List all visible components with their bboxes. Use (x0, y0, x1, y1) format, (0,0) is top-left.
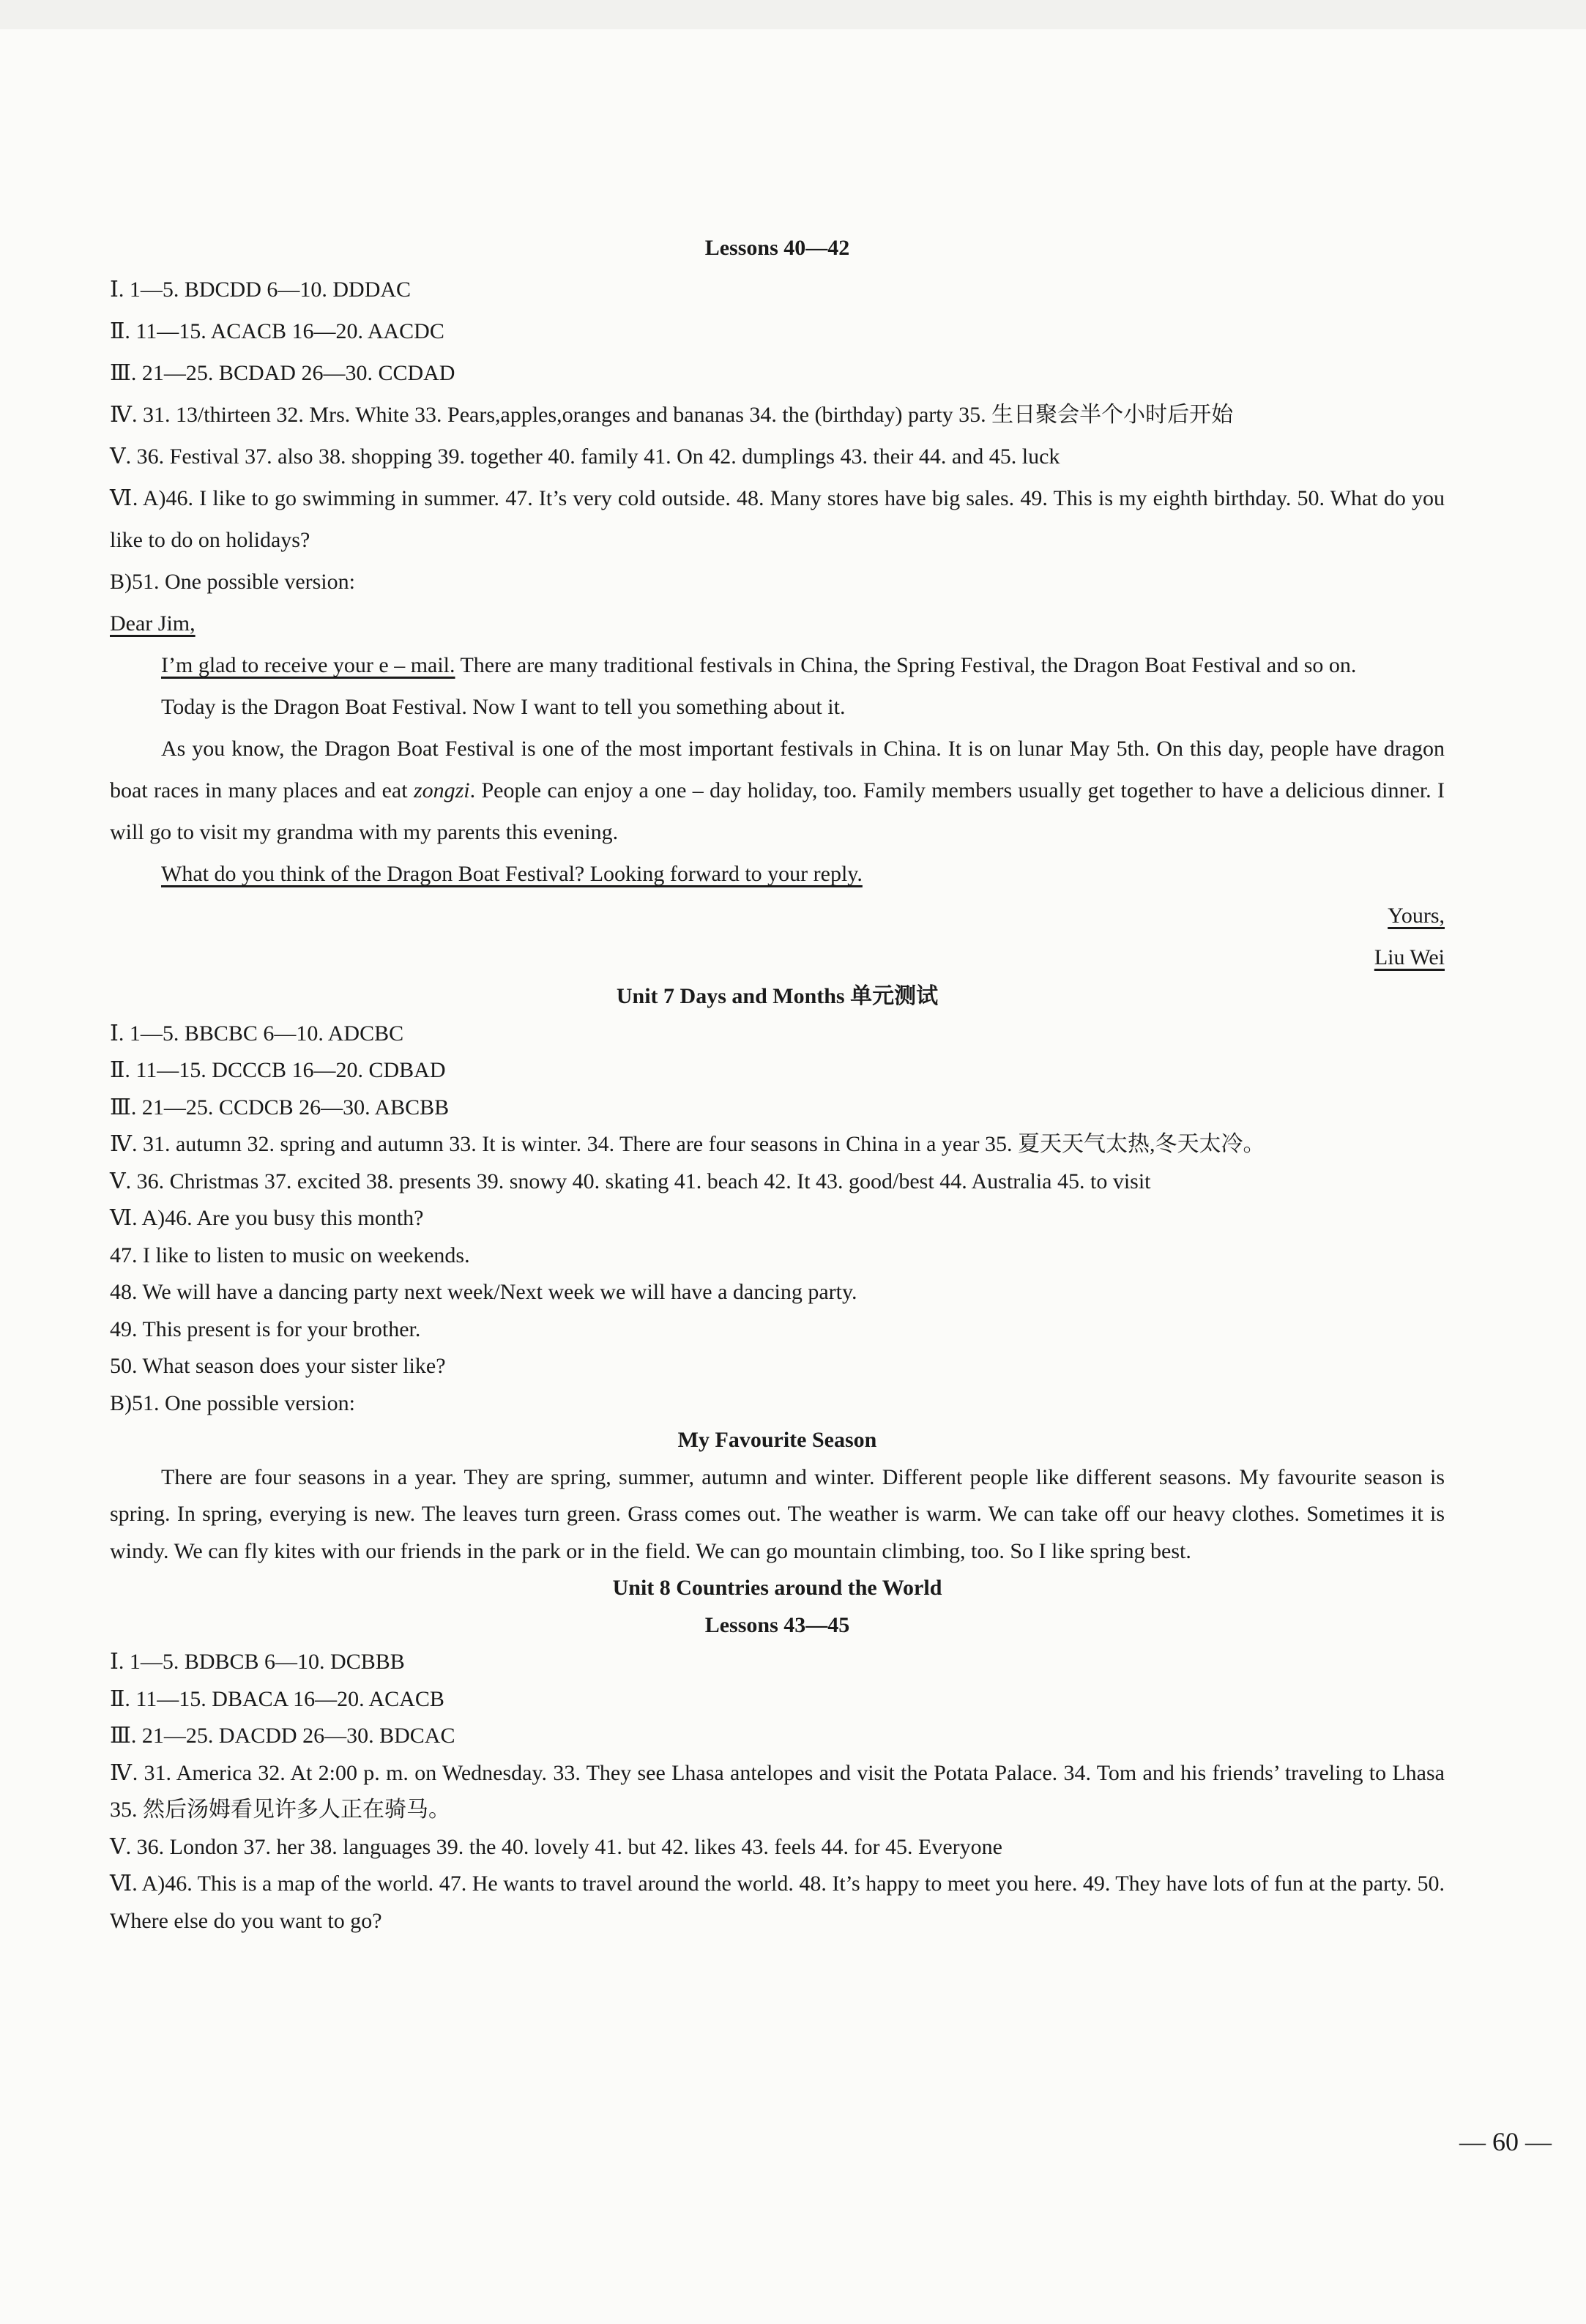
unit8-part-4: Ⅳ. 31. America 32. At 2:00 p. m. on Wednesday. 33. They see Lhasa antelopes and visit the Potata Palace. 34. Tom and his friends’ traveling to Lhasa 35. 然后汤姆看见许多人正在骑马。 (110, 1760, 1445, 1822)
letter-closing (110, 895, 1445, 936)
unit7-part-5: Ⅴ. 36. Christmas 37. excited 38. presents 39. snowy 40. skating 41. beach 42. It 43. good/best 44. Australia 45. to visit (110, 1169, 1151, 1193)
letter-paragraph-1 (110, 644, 1445, 686)
unit8-part-1: Ⅰ. 1—5. BDBCB 6—10. DCBBB (110, 1650, 405, 1674)
answer-key-page (110, 227, 1445, 1940)
answer-part-6b: B)51. One possible version: (110, 570, 355, 594)
unit7-title: Unit 7 Days and Months 单元测试 (616, 984, 939, 1008)
answer-part-3: Ⅲ. 21—25. BCDAD 26—30. CCDAD (110, 361, 455, 385)
letter-paragraph-1-rest: There are many traditional festivals in China, the Spring Festival, the Dragon Boat Festival and so on. (455, 653, 1357, 677)
unit7-part-2: Ⅱ. 11—15. DCCCB 16—20. CDBAD (110, 1058, 446, 1082)
essay-body: There are four seasons in a year. They are spring, summer, autumn and winter. Different people like different seasons. My favourite season is spring. In spring, everying is new. The leaves turn green. Grass comes out. The weather is warm. We can take off our heavy clothes. Sometimes it is windy. We can fly kites with our friends in the park or in the field. We can go mountain climbing, too. So I like spring best. (110, 1464, 1445, 1563)
unit8-subtitle: Lessons 43—45 (704, 1612, 850, 1637)
signature-text: Liu Wei (1374, 945, 1445, 969)
letter-salutation (110, 603, 1445, 644)
unit7-part-6a-46: Ⅵ. A)46. Are you busy this month? (110, 1206, 424, 1230)
section-lessons-40-42 (110, 227, 1445, 978)
section-title: Lessons 40—42 (704, 236, 850, 260)
italic-word: zongzi (413, 778, 470, 802)
scan-top-band (0, 0, 1586, 29)
closing-text: Yours, (1388, 904, 1445, 928)
answer-part-6a: Ⅵ. A)46. I like to go swimming in summer. 47. It’s very cold outside. 48. Many stores have big sales. 49. This is my eighth birthday. 50. What do you like to do on holidays? (110, 486, 1445, 552)
letter-paragraph-4 (110, 853, 1445, 895)
answer-part-2: Ⅱ. 11—15. ACACB 16—20. AACDC (110, 319, 444, 343)
unit8-part-2: Ⅱ. 11—15. DBACA 16—20. ACACB (110, 1686, 444, 1711)
answer-part-5: Ⅴ. 36. Festival 37. also 38. shopping 39. together 40. family 41. On 42. dumplings 43. their 44. and 45. luck (110, 444, 1060, 469)
letter-paragraph-3-b: . People can enjoy a one – day holiday, too. Family members usually get together to have a delicious dinner. I will go to visit my grandma with my parents this evening. (110, 778, 1445, 844)
unit8-part-5: Ⅴ. 36. London 37. her 38. languages 39. the 40. lovely 41. but 42. likes 43. feels 44. for 45. Everyone (110, 1834, 1002, 1859)
unit7-part-6a-50: 50. What season does your sister like? (110, 1354, 446, 1378)
unit7-part-6a-49: 49. This present is for your brother. (110, 1316, 421, 1341)
letter-closing-sentence: What do you think of the Dragon Boat Festival? Looking forward to your reply. (161, 862, 863, 886)
unit7-part-6a-48: 48. We will have a dancing party next week/Next week we will have a dancing party. (110, 1280, 857, 1304)
unit8-title: Unit 8 Countries around the World (612, 1576, 942, 1600)
salutation-text: Dear Jim, (110, 611, 196, 636)
answer-part-4: Ⅳ. 31. 13/thirteen 32. Mrs. White 33. Pears,apples,oranges and bananas 34. the (birthday) party 35. 生日聚会半个小时后开始 (110, 403, 1234, 427)
page-number: — 60 — (1459, 2127, 1552, 2156)
letter-paragraph-2: Today is the Dragon Boat Festival. Now I want to tell you something about it. (161, 695, 846, 719)
unit7-part-1: Ⅰ. 1—5. BBCBC 6—10. ADCBC (110, 1021, 404, 1046)
unit7-part-6a-47: 47. I like to listen to music on weekends. (110, 1243, 470, 1267)
unit7-part-4: Ⅳ. 31. autumn 32. spring and autumn 33. It is winter. 34. There are four seasons in China in a year 35. 夏天天气太热,冬天太冷。 (110, 1132, 1265, 1156)
letter-signature (110, 936, 1445, 978)
unit7-part-6b: B)51. One possible version: (110, 1390, 355, 1415)
essay-title: My Favourite Season (677, 1428, 877, 1452)
letter-paragraph-3 (110, 728, 1445, 853)
letter-opening-sentence: I’m glad to receive your e – mail. (161, 653, 455, 677)
section-unit-7-and-8 (110, 978, 1445, 1940)
answer-part-1: Ⅰ. 1—5. BDCDD 6—10. DDDAC (110, 278, 412, 302)
letter-paragraph-3-a: As you know, the Dragon Boat Festival is one of the most important festivals in China. It is on lunar May 5th. On this day, people have dragon boat races in many places and eat (110, 737, 1445, 802)
unit8-part-3: Ⅲ. 21—25. DACDD 26—30. BDCAC (110, 1724, 455, 1748)
unit8-part-6a: Ⅵ. A)46. This is a map of the world. 47. He wants to travel around the world. 48. It’s happy to meet you here. 49. They have lots of fun at the party. 50. Where else do you want to go? (110, 1872, 1445, 1933)
unit7-part-3: Ⅲ. 21—25. CCDCB 26—30. ABCBB (110, 1095, 450, 1120)
